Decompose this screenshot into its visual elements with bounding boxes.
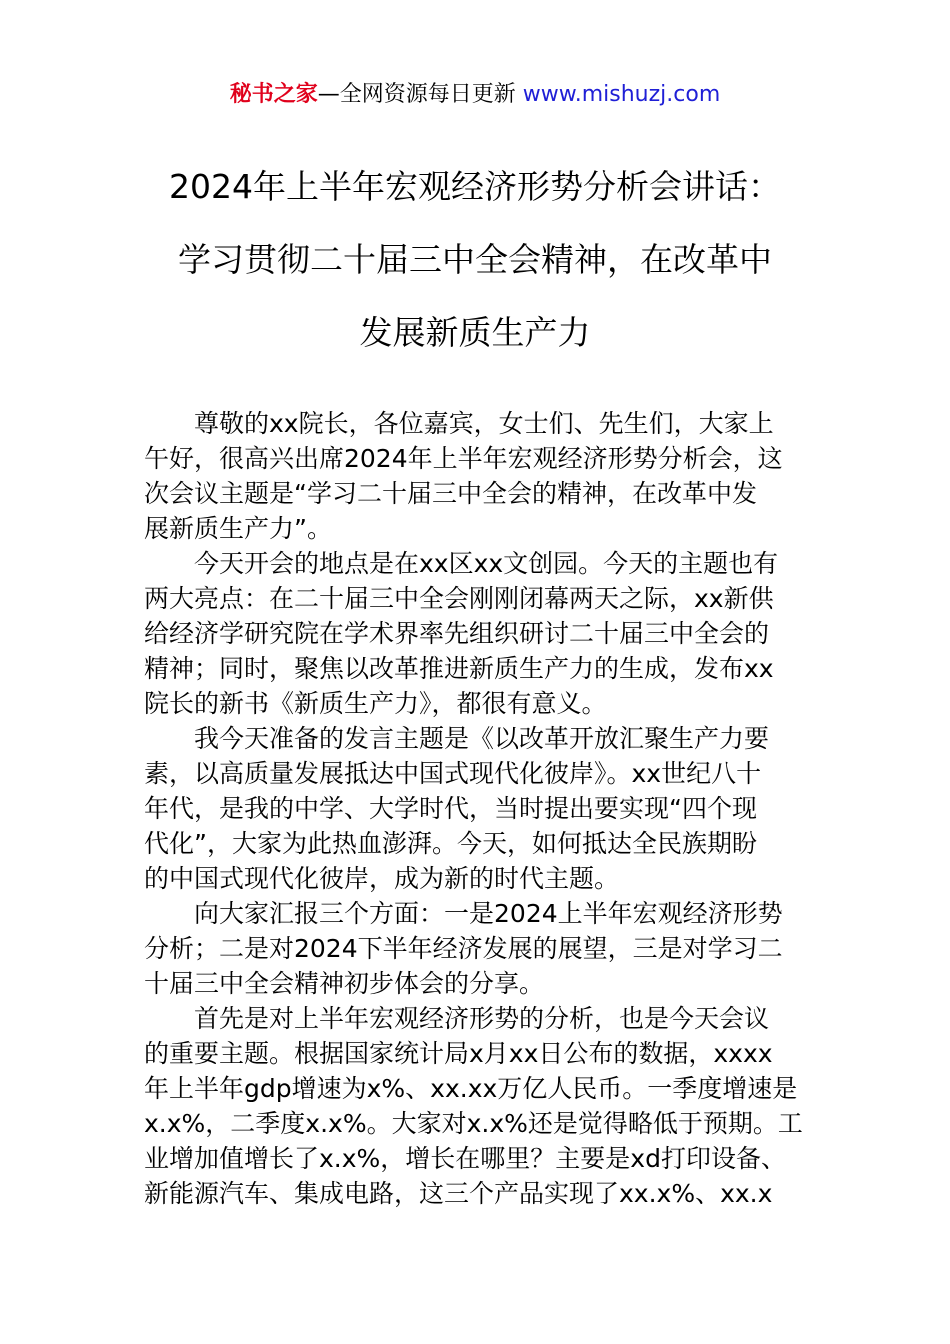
body-line: 精神；同时，聚焦以改革推进新质生产力的生成，发布xx [144, 654, 774, 683]
site-tagline: —全网资源每日更新 [317, 82, 523, 107]
site-header [0, 80, 950, 110]
site-url-link[interactable]: www.mishuzj.com [522, 82, 721, 107]
body-line: x.x%，二季度x.x%。大家对x.x%还是觉得略低于预期。工 [144, 1109, 803, 1138]
title-line: 发展新质生产力 [359, 313, 591, 352]
body-line: 我今天准备的发言主题是《以改革开放汇聚生产力要 [194, 724, 770, 753]
body-line: 次会议主题是“学习二十届三中全会的精神，在改革中发 [144, 479, 757, 508]
site-brand: 秘书之家 [229, 82, 318, 107]
body-line: 的中国式现代化彼岸，成为新的时代主题。 [144, 864, 620, 893]
body-line: 首先是对上半年宏观经济形势的分析，也是今天会议 [194, 1004, 770, 1033]
document-title [140, 150, 810, 369]
body-line: 十届三中全会精神初步体会的分享。 [144, 969, 545, 998]
body-line: 新能源汽车、集成电路，这三个产品实现了xx.x%、xx.x [144, 1179, 773, 1208]
body-line: 业增加值增长了x.x%，增长在哪里？主要是xd打印设备、 [144, 1144, 786, 1173]
body-line: 的重要主题。根据国家统计局x月xx日公布的数据，xxxx [144, 1039, 773, 1068]
document-body [144, 406, 808, 1211]
body-line: 代化”，大家为此热血澎湃。今天，如何抵达全民族期盼 [144, 829, 757, 858]
body-line: 给经济学研究院在学术界率先组织研讨二十届三中全会的 [144, 619, 770, 648]
body-line: 两大亮点：在二十届三中全会刚刚闭幕两天之际，xx新供 [144, 584, 774, 613]
body-line: 年代，是我的中学、大学时代，当时提出要实现“四个现 [144, 794, 757, 823]
title-line: 学习贯彻二十届三中全会精神，在改革中 [178, 240, 772, 279]
body-line: 年上半年gdp增速为x%、xx.xx万亿人民币。一季度增速是 [144, 1074, 798, 1103]
title-line: 2024年上半年宏观经济形势分析会讲话： [169, 167, 781, 206]
body-line: 展新质生产力”。 [144, 514, 332, 543]
body-line: 素，以高质量发展抵达中国式现代化彼岸》。xx世纪八十 [144, 759, 762, 788]
body-line: 午好，很高兴出席2024年上半年宏观经济形势分析会，这 [144, 444, 783, 473]
body-line: 院长的新书《新质生产力》，都很有意义。 [144, 689, 607, 718]
body-line: 尊敬的xx院长，各位嘉宾，女士们、先生们，大家上 [194, 409, 774, 438]
body-line: 向大家汇报三个方面：一是2024上半年宏观经济形势 [194, 899, 783, 928]
body-line: 分析；二是对2024下半年经济发展的展望，三是对学习二 [144, 934, 783, 963]
body-line: 今天开会的地点是在xx区xx文创园。今天的主题也有 [194, 549, 779, 578]
